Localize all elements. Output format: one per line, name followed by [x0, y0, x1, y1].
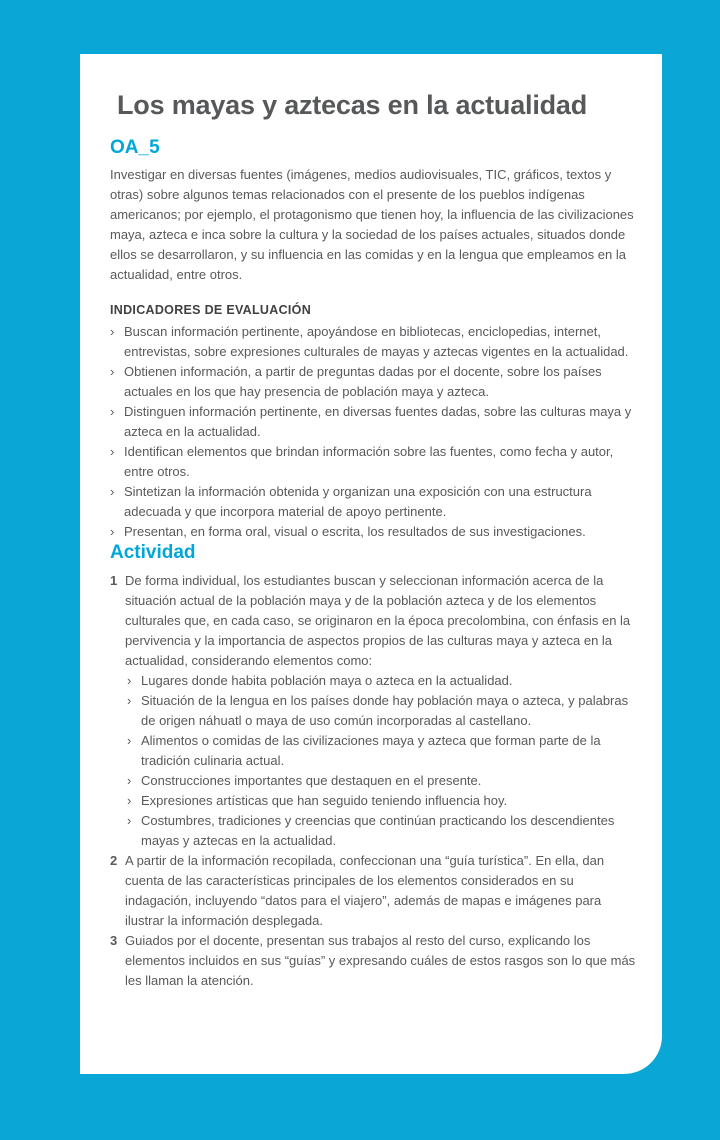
activity-item-body	[125, 851, 638, 931]
subitem-text: Alimentos o comidas de las civilizaciones maya y azteca que forman parte de la tradición culinaria actual.	[141, 732, 601, 768]
chevron-marker: ›	[110, 524, 115, 540]
activity-item-body	[125, 931, 638, 991]
activity-subitem	[127, 811, 638, 851]
chevron-marker: ›	[110, 404, 115, 420]
page-title: Los mayas y aztecas en la actualidad	[117, 90, 588, 120]
chevron-marker: ›	[110, 444, 115, 460]
indicator-item	[110, 482, 638, 522]
chevron-marker: ›	[127, 692, 132, 708]
oa-heading: OA_5	[110, 137, 160, 159]
activity-subitems	[127, 671, 638, 851]
indicator-item	[110, 522, 638, 542]
activity-item	[110, 571, 638, 851]
activity-subitem	[127, 771, 638, 791]
subitem-text: Lugares donde habita población maya o azteca en la actualidad.	[141, 672, 513, 688]
indicator-item	[110, 402, 638, 442]
activity-subitem	[127, 731, 638, 771]
activity-heading: Actividad	[110, 542, 196, 564]
chevron-marker: ›	[127, 672, 132, 688]
activity-number: 3	[110, 932, 118, 948]
chevron-marker: ›	[127, 732, 132, 748]
activity-item	[110, 851, 638, 931]
subitem-text: Construcciones importantes que destaquen en el presente.	[141, 772, 482, 788]
chevron-marker: ›	[110, 324, 115, 340]
activity-subitem	[127, 691, 638, 731]
subitem-text: Situación de la lengua en los países donde hay población maya o azteca, y palabras de origen náhuatl o maya de uso común incorporadas al castellano.	[141, 692, 629, 728]
chevron-marker: ›	[110, 364, 115, 380]
activity-number: 1	[110, 572, 118, 588]
activity-number: 2	[110, 852, 118, 868]
subitem-text: Expresiones artísticas que han seguido teniendo influencia hoy.	[141, 792, 508, 808]
oa-description: Investigar en diversas fuentes (imágenes, medios audiovisuales, TIC, gráficos, textos y otras) sobre algunos temas relacionados con el presente de los pueblos indígenas americanos; por ejemplo, el protagonismo que tienen hoy, la influencia de las civilizaciones maya, azteca e inca sobre la cultura y la sociedad de los países actuales, situados donde ellos se desarrollaron, y su influencia en las comidas y en la lengua que empleamos en la actualidad, entre otros.	[110, 166, 634, 282]
indicator-text: Obtienen información, a partir de preguntas dadas por el docente, sobre los países actuales en los que hay presencia de población maya y azteca.	[124, 364, 602, 400]
activity-item	[110, 931, 638, 991]
indicator-text: Buscan información pertinente, apoyándose en bibliotecas, enciclopedias, internet, entrevistas, sobre expresiones culturales de mayas y aztecas vigentes en la actualidad.	[124, 324, 629, 360]
indicator-item	[110, 362, 638, 402]
indicator-text: Identifican elementos que brindan información sobre las fuentes, como fecha y autor, entre otros.	[124, 444, 614, 480]
activity-list	[110, 571, 638, 991]
activity-text: De forma individual, los estudiantes buscan y seleccionan información acerca de la situación actual de la población maya y de la población azteca y de los elementos culturales que, en cada caso, se originaron en la época precolombina, con énfasis en la pervivencia y la importancia de aspectos propios de las culturas maya y azteca en la actualidad, considerando elementos como:	[125, 572, 631, 668]
activity-item-body	[125, 571, 638, 851]
indicator-text: Sintetizan la información obtenida y organizan una exposición con una estructura adecuada y que incorpora material de apoyo pertinente.	[124, 484, 592, 520]
chevron-marker: ›	[110, 484, 115, 500]
chevron-marker: ›	[127, 812, 132, 828]
indicators-heading: INDICADORES DE EVALUACIÓN	[110, 302, 312, 317]
indicator-item	[110, 322, 638, 362]
activity-subitem	[127, 791, 638, 811]
indicators-list	[110, 322, 638, 542]
activity-subitem	[127, 671, 638, 691]
document-card	[80, 54, 662, 1074]
activity-text: Guiados por el docente, presentan sus trabajos al resto del curso, explicando los elementos incluidos en sus “guías” y expresando cuáles de estos rasgos son lo que más les llaman la atención.	[125, 932, 636, 988]
chevron-marker: ›	[127, 792, 132, 808]
chevron-marker: ›	[127, 772, 132, 788]
activity-text: A partir de la información recopilada, confeccionan una “guía turística”. En ella, dan cuenta de las características principales de los elementos considerados en su indagación, incluyendo “datos para el viajero”, además de mapas e imágenes para ilustrar la información desplegada.	[125, 852, 605, 928]
indicator-text: Distinguen información pertinente, en diversas fuentes dadas, sobre las culturas maya y azteca en la actualidad.	[124, 404, 632, 440]
subitem-text: Costumbres, tradiciones y creencias que continúan practicando los descendientes mayas y aztecas en la actualidad.	[141, 812, 615, 848]
indicator-text: Presentan, en forma oral, visual o escrita, los resultados de sus investigaciones.	[124, 524, 586, 540]
indicator-item	[110, 442, 638, 482]
